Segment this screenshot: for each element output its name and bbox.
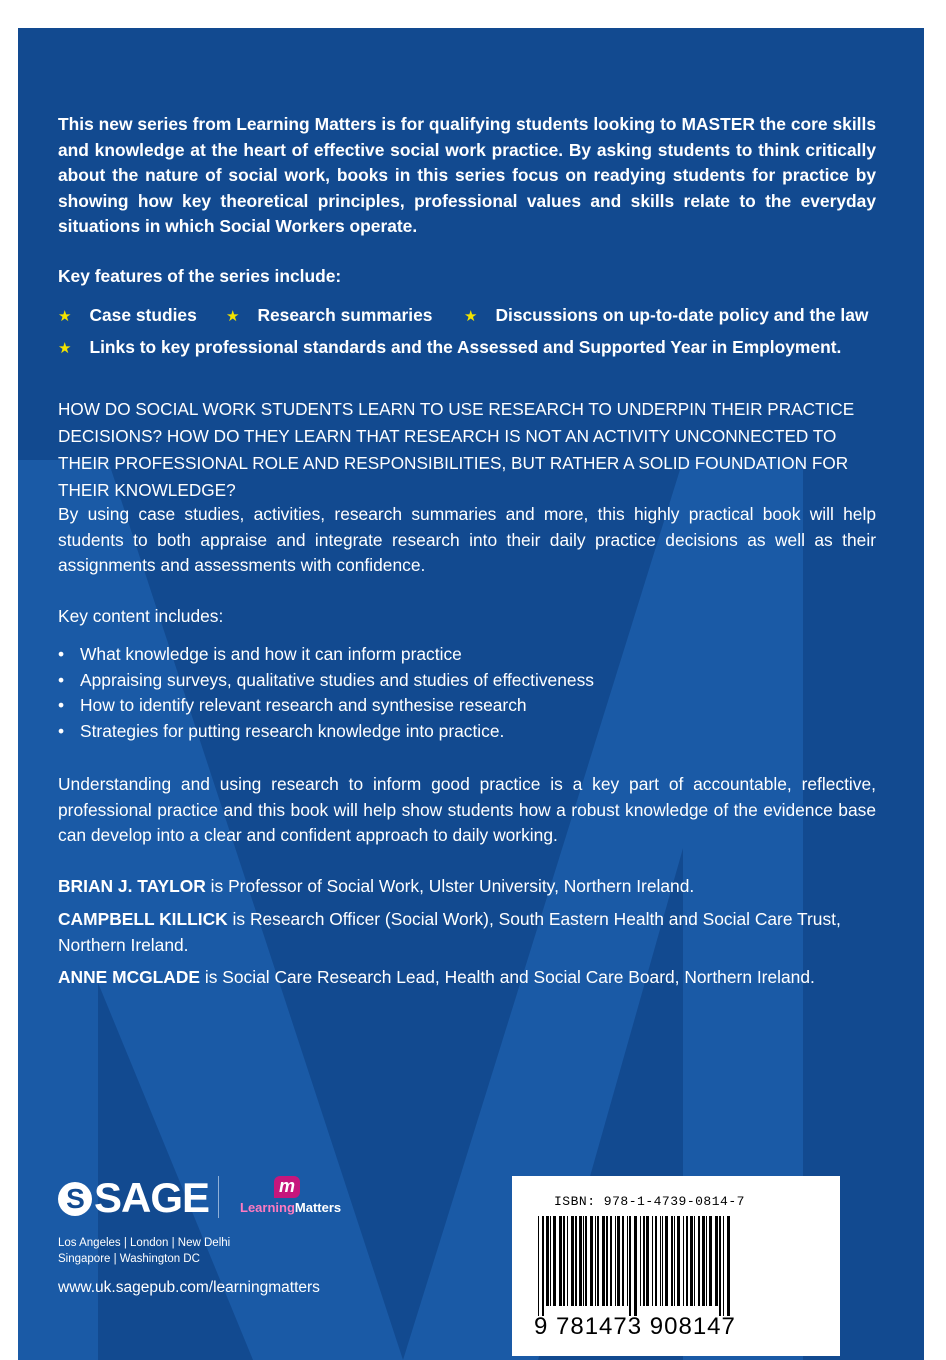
- barcode-bars: [534, 1216, 818, 1316]
- barcode-bar: [538, 1216, 539, 1316]
- barcode-bar: [690, 1216, 693, 1306]
- barcode-bar: [579, 1216, 582, 1306]
- key-content-heading: Key content includes:: [58, 606, 224, 626]
- barcode-bar: [674, 1216, 675, 1306]
- barcode-bar: [634, 1216, 637, 1316]
- list-item: • Appraising surveys, qualitative studies and studies of effectiveness: [58, 668, 594, 694]
- barcode-bar: [583, 1216, 584, 1306]
- back-cover: This new series from Learning Matters is for qualifying students looking to MASTER the core skills and knowledge at the heart of effective social work practice. By asking students to think critically about the nature of social work, books in this series focus on readying students for practice by showing how key theoretical principles, professional values and skills relate to the everyday situations in which Social Workers operate. Key features of the series include: ★ Case studies ★ Research summaries ★ Discussions on up-to-date policy and the law ★ Links to key professional standards and the Assessed and Supported Year in Employment. HOW DO SOCIAL WORK STUDENTS LEARN TO USE RESEARCH TO UNDERPIN THEIR PRACTICE DECISIONS? HOW DO THEY LEARN THAT RESEARCH IS NOT AN ACTIVITY UNCONNECTED TO THEIR PROFESSIONAL ROLE AND RESPONSIBILITIES, BUT RATHER A SOLID FOUNDATION FOR THEIR KNOWLEDGE? By using case studies, activities, research summaries and more, this highly practical book will help students to both appraise and integrate research into their daily practice decisions as well as their assignments and assessments with confidence. Key content includes: • What knowledge is and how it can inform practice • Appraising surveys, qualitative studies and studies of effectiveness • How to identify relevant research and synthesise research • Strategies for putting research knowledge into practice. Understanding and using research to inform good practice is a key part of accountable, reflective, professional practice and this book will help show students how a robust knowledge of the evidence base can develop into a clear and confident approach to daily working. BRIAN J. TAYLOR is Professor of Social Work, Ulster University, Northern Ireland. CAMPBELL KILLICK is Research Officer (Social Work), South Eastern Health and Social Care Trust, Northern Ireland. ANNE MCGLADE is Social Care Research Lead, Health and Social Care Board, Northern Ireland. S SAGE m LearningMatters Los Angeles | London | New Delhi Singapore | Washington DC www.uk.sagepub.com/learningmatters ISBN: 978-1-4739-0814-7 9 781473 908147: [18, 28, 924, 1360]
- barcode-bar: [602, 1216, 605, 1306]
- list-item: • What knowledge is and how it can inform practice: [58, 642, 594, 668]
- barcode-bar: [627, 1216, 628, 1306]
- barcode-bar: [553, 1216, 556, 1306]
- barcode-bar: [646, 1216, 649, 1306]
- barcode-bar: [575, 1216, 577, 1306]
- key-content-list: [58, 642, 594, 744]
- barcode-bar: [629, 1216, 631, 1316]
- barcode-bar: [660, 1216, 661, 1306]
- barcode-bar: [563, 1216, 565, 1306]
- list-item: • Strategies for putting research knowledge into practice.: [58, 719, 594, 745]
- star-icon: ★: [58, 308, 72, 325]
- series-features-heading: Key features of the series include:: [58, 266, 342, 286]
- barcode-bar: [590, 1216, 593, 1306]
- barcode-bar: [698, 1216, 700, 1306]
- author-name: ANNE MCGLADE: [58, 967, 201, 987]
- barcode-bar: [694, 1216, 695, 1306]
- barcode-bar: [709, 1216, 712, 1306]
- barcode-bar: [643, 1216, 645, 1306]
- barcode-bar: [622, 1216, 624, 1306]
- barcode-bar: [567, 1216, 568, 1306]
- isbn-barcode: [512, 1176, 840, 1356]
- barcode-bar: [665, 1216, 668, 1306]
- barcode-bar: [550, 1216, 551, 1306]
- author-bio: CAMPBELL KILLICK is Research Officer (Social Work), South Eastern Health and Social Care Trust, Northern Ireland.: [58, 909, 841, 955]
- publisher-locations: Los Angeles | London | New Delhi Singapore | Washington DC: [58, 1237, 231, 1265]
- barcode-bar: [617, 1216, 620, 1306]
- barcode-bar: [542, 1216, 544, 1316]
- sage-s-icon: S: [58, 1182, 92, 1216]
- barcode-bar: [719, 1216, 721, 1316]
- barcode-bar: [702, 1216, 705, 1306]
- barcode-bar: [662, 1216, 663, 1306]
- author-name: CAMPBELL KILLICK: [58, 909, 228, 929]
- bullet-icon: •: [58, 644, 65, 664]
- isbn-label: ISBN: 978-1-4739-0814-7: [554, 1194, 745, 1209]
- feature-item: ★ Case studies: [58, 305, 197, 325]
- list-item: • How to identify relevant research and synthesise research: [58, 693, 594, 719]
- conclusion-paragraph: Understanding and using research to inform good practice is a key part of accountable, reflective, professional practice and this book will help show students how a robust knowledge of the evidence base can develop into a clear and confident approach to daily working.: [58, 774, 876, 845]
- barcode-bar: [559, 1216, 562, 1306]
- learning-matters-icon: m: [274, 1176, 300, 1198]
- barcode-bar: [652, 1216, 653, 1306]
- barcode-bar: [686, 1216, 688, 1306]
- barcode-bar: [606, 1216, 608, 1306]
- barcode-bar: [655, 1216, 657, 1306]
- barcode-bar: [677, 1216, 680, 1306]
- barcode-bar: [671, 1216, 673, 1306]
- publisher-website: www.uk.sagepub.com/learningmatters: [58, 1279, 320, 1296]
- barcode-bar: [610, 1216, 612, 1306]
- barcode-bar: [546, 1216, 549, 1306]
- series-intro: This new series from Learning Matters is for qualifying students looking to MASTER the core skills and knowledge at the heart of effective social work practice. By asking students to think critically about the nature of social work, books in this series focus on readying students for practice by showing how key theoretical principles, professional values and skills relate to the everyday situations in which Social Workers operate.: [58, 114, 876, 236]
- barcode-bar: [585, 1216, 587, 1306]
- key-questions: HOW DO SOCIAL WORK STUDENTS LEARN TO USE RESEARCH TO UNDERPIN THEIR PRACTICE DECISIONS? HOW DO THEY LEARN THAT RESEARCH IS NOT AN ACTIVITY UNCONNECTED TO THEIR PROFESSIONAL ROLE AND RESPONSIBILITIES, BUT RATHER A SOLID FOUNDATION FOR THEIR KNOWLEDGE?: [58, 399, 855, 500]
- bullet-icon: •: [58, 669, 65, 690]
- author-name: BRIAN J. TAYLOR: [58, 876, 206, 896]
- feature-item: ★ Research summaries: [226, 305, 433, 325]
- barcode-digits: 9 781473 908147: [534, 1313, 736, 1340]
- barcode-bar: [706, 1216, 707, 1306]
- bullet-icon: •: [58, 720, 65, 741]
- barcode-bar: [640, 1216, 641, 1306]
- bullet-icon: •: [58, 695, 65, 715]
- barcode-bar: [615, 1216, 616, 1306]
- author-bio: BRIAN J. TAYLOR is Professor of Social Work, Ulster University, Northern Ireland.: [58, 876, 695, 896]
- barcode-bar: [683, 1216, 684, 1306]
- logo-divider: [218, 1176, 219, 1218]
- barcode-bar: [727, 1216, 730, 1316]
- star-icon: ★: [464, 308, 478, 325]
- feature-item: ★ Links to key professional standards and the Assessed and Supported Year in Employment.: [58, 337, 842, 357]
- author-bio: ANNE MCGLADE is Social Care Research Lead, Health and Social Care Board, Northern Ireland.: [58, 967, 815, 987]
- sage-logo: S SAGE: [58, 1174, 209, 1222]
- star-icon: ★: [226, 308, 240, 325]
- barcode-bar: [597, 1216, 599, 1306]
- book-description: By using case studies, activities, research summaries and more, this highly practical book will help students to both appraise and integrate research into their daily practice decisions as well as their assignments and assessments with confidence.: [58, 504, 876, 575]
- star-icon: ★: [58, 340, 72, 357]
- barcode-bar: [571, 1216, 574, 1306]
- barcode-bar: [715, 1216, 718, 1306]
- barcode-bar: [723, 1216, 724, 1316]
- barcode-bar: [595, 1216, 596, 1306]
- feature-item: ★ Discussions on up-to-date policy and the law: [464, 305, 869, 325]
